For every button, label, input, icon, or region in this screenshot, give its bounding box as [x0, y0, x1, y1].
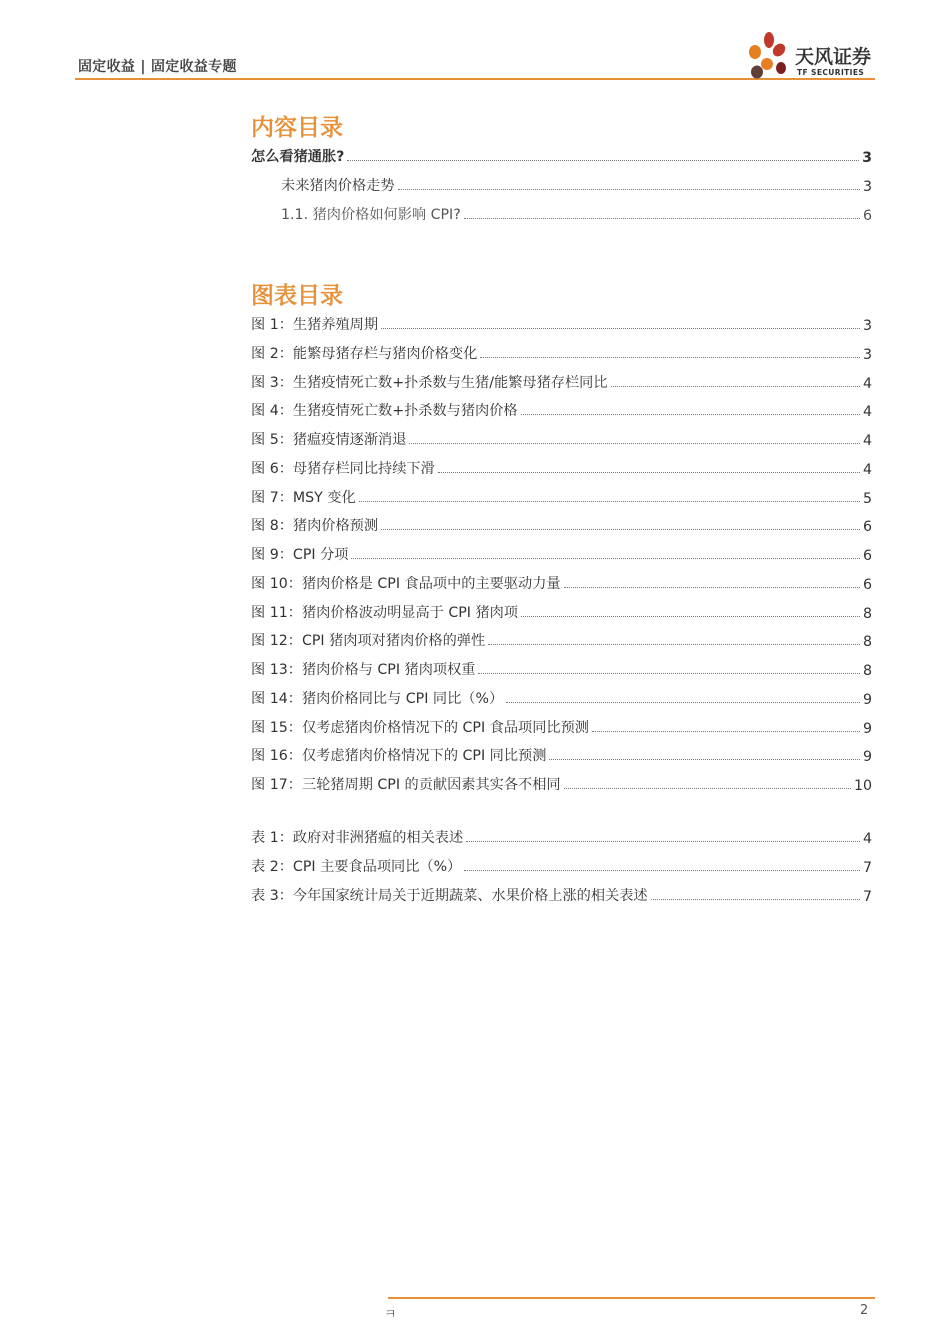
toc-leader-dots: [464, 870, 860, 871]
toc-leader-dots: [466, 841, 860, 842]
figure-entry-page: 6: [862, 576, 872, 593]
content-toc-title: 内容目录: [251, 115, 343, 141]
figure-entry-11[interactable]: [251, 602, 872, 622]
figure-entry-page: 4: [862, 433, 872, 449]
table-entry-3[interactable]: [251, 885, 872, 905]
figure-entry-8[interactable]: [251, 515, 872, 535]
logo-flower-icon: [745, 30, 791, 82]
figure-entry-page: 9: [862, 720, 872, 737]
toc-entry-3[interactable]: [281, 204, 872, 224]
figure-entry-label: 图 2：能繁母猪存栏与猪肉价格变化: [251, 345, 478, 362]
figure-entry-page: 4: [862, 404, 872, 421]
figure-entry-label: 图 15：仅考虑猪肉价格情况下的 CPI 食品项同比预测: [251, 719, 589, 736]
chart-toc-title: 图表目录: [251, 283, 343, 309]
logo-chinese-name: 天风证券: [795, 46, 872, 68]
figure-entry-2[interactable]: [251, 343, 872, 363]
figure-entry-page: 8: [862, 605, 872, 622]
figure-entry-page: 6: [862, 519, 872, 536]
header-breadcrumb: 固定收益 | 固定收益专题: [78, 59, 237, 75]
figure-entry-label: 图 4：生猪疫情死亡数+扑杀数与猪肉价格: [251, 403, 518, 420]
toc-leader-dots: [478, 673, 859, 674]
table-entry-1[interactable]: [251, 827, 872, 847]
toc-entry-1[interactable]: [251, 146, 872, 166]
toc-entry-page: 6: [862, 208, 872, 224]
figure-entry-label: 图 10：猪肉价格是 CPI 食品项中的主要驱动力量: [251, 575, 561, 592]
figure-entry-17[interactable]: [251, 774, 872, 794]
figure-entry-page: 3: [862, 318, 872, 334]
footer-fragment: ㅋ: [384, 1307, 397, 1322]
figure-entry-label: 图 8：猪肉价格预测: [251, 518, 379, 535]
figure-entry-page: 3: [862, 346, 872, 363]
figure-entry-page: 4: [862, 375, 872, 392]
toc-leader-dots: [564, 587, 860, 588]
table-entry-page: 4: [862, 831, 872, 847]
figure-entry-14[interactable]: [251, 688, 872, 708]
toc-entry-label: 未来猪肉价格走势: [281, 178, 395, 194]
figure-entry-page: 10: [853, 778, 872, 794]
page-number: 2: [860, 1303, 869, 1318]
figure-entry-16[interactable]: [251, 745, 872, 765]
figure-entry-page: 4: [862, 461, 872, 478]
figure-entry-label: 图 14：猪肉价格同比与 CPI 同比（%）: [251, 690, 504, 707]
toc-leader-dots: [564, 788, 851, 789]
toc-leader-dots: [398, 189, 860, 190]
table-entry-page: 7: [862, 859, 872, 876]
figure-entry-page: 6: [862, 548, 872, 564]
figure-entry-label: 图 17：三轮猪周期 CPI 的贡献因素其实各不相同: [251, 777, 561, 793]
logo-english-name: TF SECURITIES: [797, 68, 865, 77]
toc-leader-dots: [438, 472, 860, 473]
table-entry-page: 7: [862, 888, 872, 905]
figure-entry-label: 图 7：MSY 变化: [251, 489, 356, 506]
figure-entry-1[interactable]: [251, 314, 872, 334]
company-logo: [745, 30, 885, 82]
table-entry-label: 表 2：CPI 主要食品项同比（%）: [251, 858, 462, 875]
figure-entry-3[interactable]: [251, 372, 872, 392]
figure-entry-label: 图 11：猪肉价格波动明显高于 CPI 猪肉项: [251, 604, 519, 621]
toc-entry-page: 3: [862, 150, 872, 166]
toc-leader-dots: [521, 616, 860, 617]
toc-entry-page: 3: [862, 179, 872, 195]
table-entry-2[interactable]: [251, 856, 872, 876]
figure-entry-page: 9: [862, 691, 872, 708]
figure-entry-label: 图 6：母猪存栏同比持续下滑: [251, 460, 435, 477]
toc-leader-dots: [480, 357, 860, 358]
figure-entry-10[interactable]: [251, 573, 872, 593]
figure-entry-15[interactable]: [251, 717, 872, 737]
toc-leader-dots: [464, 218, 860, 219]
figure-entry-4[interactable]: [251, 400, 872, 420]
toc-leader-dots: [611, 386, 860, 387]
toc-leader-dots: [381, 328, 860, 329]
toc-leader-dots: [651, 899, 860, 900]
toc-leader-dots: [381, 529, 860, 530]
toc-leader-dots: [351, 558, 860, 559]
figure-entry-label: 图 5：猪瘟疫情逐渐消退: [251, 432, 407, 448]
figure-entry-label: 图 12：CPI 猪肉项对猪肉价格的弹性: [251, 633, 486, 650]
footer-divider: [388, 1297, 875, 1299]
toc-leader-dots: [488, 644, 860, 645]
toc-leader-dots: [359, 501, 860, 502]
figure-entry-9[interactable]: [251, 544, 872, 564]
figure-entry-label: 图 16：仅考虑猪肉价格情况下的 CPI 同比预测: [251, 748, 547, 765]
figure-entry-label: 图 13：猪肉价格与 CPI 猪肉项权重: [251, 662, 476, 678]
table-entry-label: 表 1：政府对非洲猪瘟的相关表述: [251, 830, 464, 846]
toc-leader-dots: [347, 160, 859, 161]
figure-entry-13[interactable]: [251, 659, 872, 679]
figure-entry-page: 8: [862, 634, 872, 651]
figure-entry-page: 5: [862, 490, 872, 507]
figure-entry-label: 图 1：生猪养殖周期: [251, 317, 379, 333]
figure-entry-page: 8: [862, 663, 872, 679]
toc-entry-label: 1.1. 猪肉价格如何影响 CPI?: [281, 207, 461, 223]
figure-entry-label: 图 9：CPI 分项: [251, 547, 349, 563]
toc-entry-2[interactable]: [281, 175, 872, 195]
table-entry-label: 表 3：今年国家统计局关于近期蔬菜、水果价格上涨的相关表述: [251, 887, 648, 904]
toc-leader-dots: [506, 702, 860, 703]
toc-leader-dots: [592, 731, 860, 732]
figure-entry-page: 9: [862, 749, 872, 766]
figure-entry-6[interactable]: [251, 458, 872, 478]
toc-leader-dots: [549, 759, 860, 760]
figure-entry-12[interactable]: [251, 630, 872, 650]
toc-leader-dots: [521, 414, 860, 415]
figure-entry-label: 图 3：生猪疫情死亡数+扑杀数与生猪/能繁母猪存栏同比: [251, 374, 608, 391]
toc-leader-dots: [409, 443, 860, 444]
figure-entry-5[interactable]: [251, 429, 872, 449]
toc-entry-label: 怎么看猪通胀?: [251, 149, 345, 165]
figure-entry-7[interactable]: [251, 487, 872, 507]
